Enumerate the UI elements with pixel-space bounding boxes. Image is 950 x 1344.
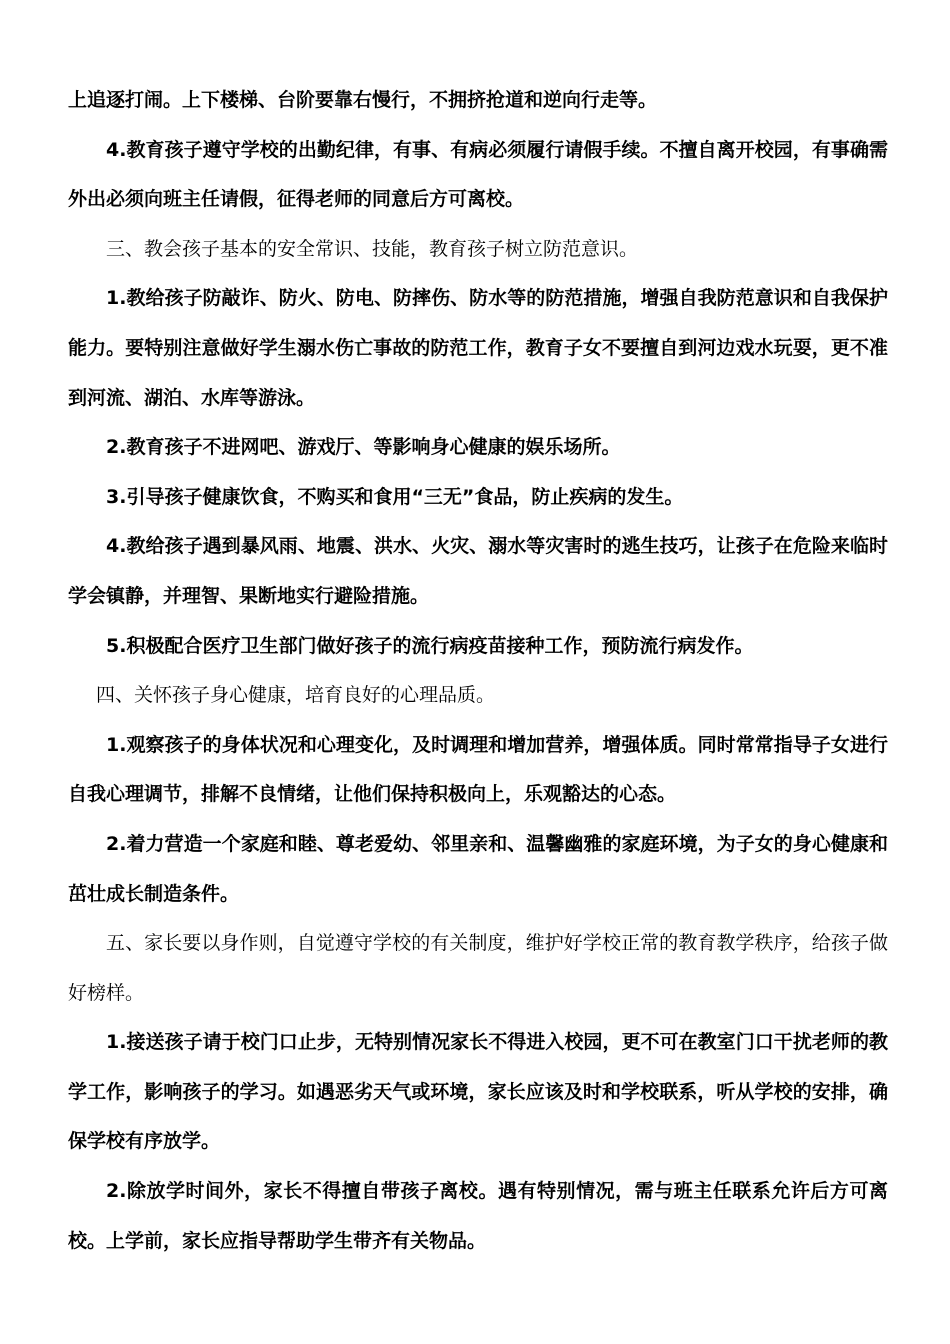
paragraph-healthy-diet: 3.引导孩子健康饮食，不购买和食用“三无”食品，防止疾病的发生。: [106, 485, 684, 508]
paragraph-prevention-measures: 1.教给孩子防敲诈、防火、防电、防摔伤、防水等的防范措施，增强自我防范意识和自我保护能力。要特别注意做好学生溺水伤亡事故的防范工作，教育子女不要擅自到河边戏水玩耍，更不准到河流、湖泊、水库等游泳。: [68, 287, 888, 409]
section-heading-4: 四、关怀孩子身心健康，培育良好的心理品质。: [96, 684, 496, 707]
paragraph-family-environment: 2.着力营造一个家庭和睦、尊老爱幼、邻里亲和、温馨幽雅的家庭环境，为子女的身心健康和茁壮成长制造条件。: [68, 832, 888, 905]
paragraph-stairs-safety: 上追逐打闹。上下楼梯、台阶要靠右慢行，不拥挤抢道和逆向行走等。: [68, 89, 658, 111]
section-heading-3: 三、教会孩子基本的安全常识、技能，教育孩子树立防范意识。: [106, 237, 639, 260]
paragraph-no-internet-cafe: 2.教育孩子不进网吧、游戏厅、等影响身心健康的娱乐场所。: [106, 436, 621, 459]
paragraph-leave-school: 2.除放学时间外，家长不得擅自带孩子离校。遇有特别情况，需与班主任联系允许后方可离校。上学前，家长应指导帮助学生带齐有关物品。: [68, 1180, 888, 1252]
paragraph-observe-health: 1.观察孩子的身体状况和心理变化，及时调理和增加营养，增强体质。同时常常指导子女进行自我心理调节，排解不良情绪，让他们保持积极向上，乐观豁达的心态。: [68, 733, 888, 806]
paragraph-disaster-escape: 4.教给孩子遇到暴风雨、地震、洪水、火灾、溺水等灾害时的逃生技巧，让孩子在危险来临时学会镇静，并理智、果断地实行避险措施。: [68, 535, 888, 607]
paragraph-vaccination: 5.积极配合医疗卫生部门做好孩子的流行病疫苗接种工作，预防流行病发作。: [106, 634, 754, 657]
document-page: [68, 76, 888, 1266]
paragraph-attendance-rules: 4.教育孩子遵守学校的出勤纪律，有事、有病必须履行请假手续。不擅自离开校园，有事确需外出必须向班主任请假，征得老师的同意后方可离校。: [68, 138, 888, 211]
section-heading-5: 五、家长要以身作则，自觉遵守学校的有关制度，维护好学校正常的教育教学秩序，给孩子做好榜样。: [68, 932, 888, 1004]
paragraph-school-gate: 1.接送孩子请于校门口止步，无特别情况家长不得进入校园，更不可在教室门口干扰老师的教学工作，影响孩子的学习。如遇恶劣天气或环境，家长应该及时和学校联系，听从学校的安排，确保学校有序放学。: [68, 1031, 888, 1153]
